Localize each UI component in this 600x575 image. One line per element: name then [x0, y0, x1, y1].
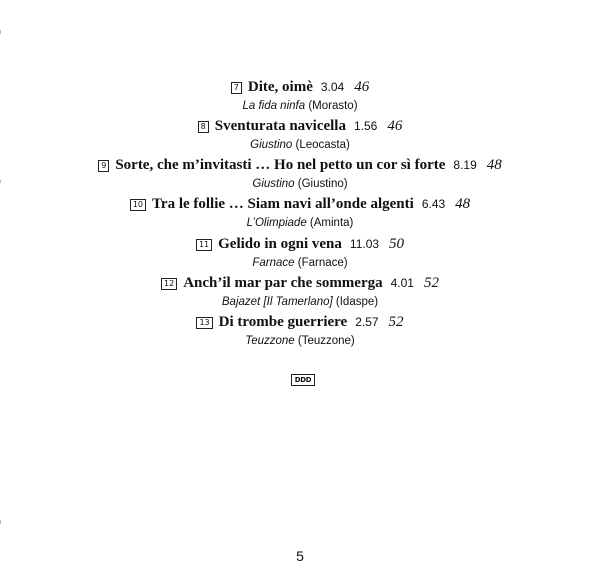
track-title: Dite, oimè: [247, 79, 313, 95]
track-page: 48: [486, 157, 502, 173]
role-name: (Farnace): [294, 257, 348, 269]
track-item: [0, 118, 600, 151]
track-number: 9: [98, 160, 109, 172]
track-page: 50: [389, 236, 405, 252]
track-title: Di trombe guerriere: [218, 314, 348, 330]
opera-title: Farnace: [252, 257, 295, 269]
opera-title: L’Olimpiade: [246, 217, 307, 229]
track-item: [0, 79, 600, 112]
role-name: (Giustino): [294, 178, 348, 190]
track-duration: 4.01: [390, 276, 414, 290]
scan-edge-mark: [0, 520, 1, 524]
scan-edge-mark: [0, 180, 1, 183]
track-number: 13: [196, 317, 212, 329]
track-number: 7: [231, 82, 242, 94]
role-name: (Morasto): [305, 100, 358, 112]
track-duration: 3.04: [320, 80, 345, 94]
role-name: (Leocasta): [292, 139, 350, 151]
track-item: [0, 314, 600, 347]
track-page: 46: [354, 79, 370, 95]
track-item: [0, 236, 600, 269]
track-page: 46: [387, 118, 403, 134]
track-title: Tra le follie … Siam navi all’onde algenti: [152, 196, 414, 212]
track-duration: 8.19: [453, 158, 477, 172]
track-number: 8: [198, 121, 209, 133]
track-title: Anch’il mar par che sommerga: [183, 275, 383, 291]
track-item: [0, 157, 600, 190]
track-item: [0, 275, 600, 308]
track-number: 12: [161, 278, 177, 290]
opera-title: Giustino: [252, 178, 295, 190]
track-title: Gelido in ogni vena: [218, 236, 342, 252]
role-name: (Teuzzone): [294, 335, 355, 347]
scan-edge-mark: [0, 30, 1, 34]
opera-title: Bajazet [Il Tamerlano]: [221, 296, 333, 308]
opera-title: Giustino: [250, 139, 293, 151]
track-duration: 1.56: [353, 119, 378, 133]
track-duration: 6.43: [421, 197, 446, 211]
track-title: Sorte, che m’invitasti … Ho nel petto un cor sì forte: [115, 157, 446, 173]
role-name: (Aminta): [306, 217, 354, 229]
track-page: 52: [388, 314, 404, 330]
track-page: 52: [423, 275, 439, 291]
track-number: 11: [196, 239, 212, 251]
ddd-badge: DDD: [291, 374, 315, 386]
opera-title: La fida ninfa: [242, 100, 306, 112]
track-title: Sventurata navicella: [214, 118, 346, 134]
page-number: 5: [296, 548, 304, 564]
track-number: 10: [130, 199, 146, 211]
role-name: (Idaspe): [332, 296, 379, 308]
track-item: [0, 196, 600, 229]
track-duration: 2.57: [355, 315, 379, 329]
opera-title: Teuzzone: [245, 335, 295, 347]
track-duration: 11.03: [349, 237, 380, 251]
track-page: 48: [455, 196, 471, 212]
